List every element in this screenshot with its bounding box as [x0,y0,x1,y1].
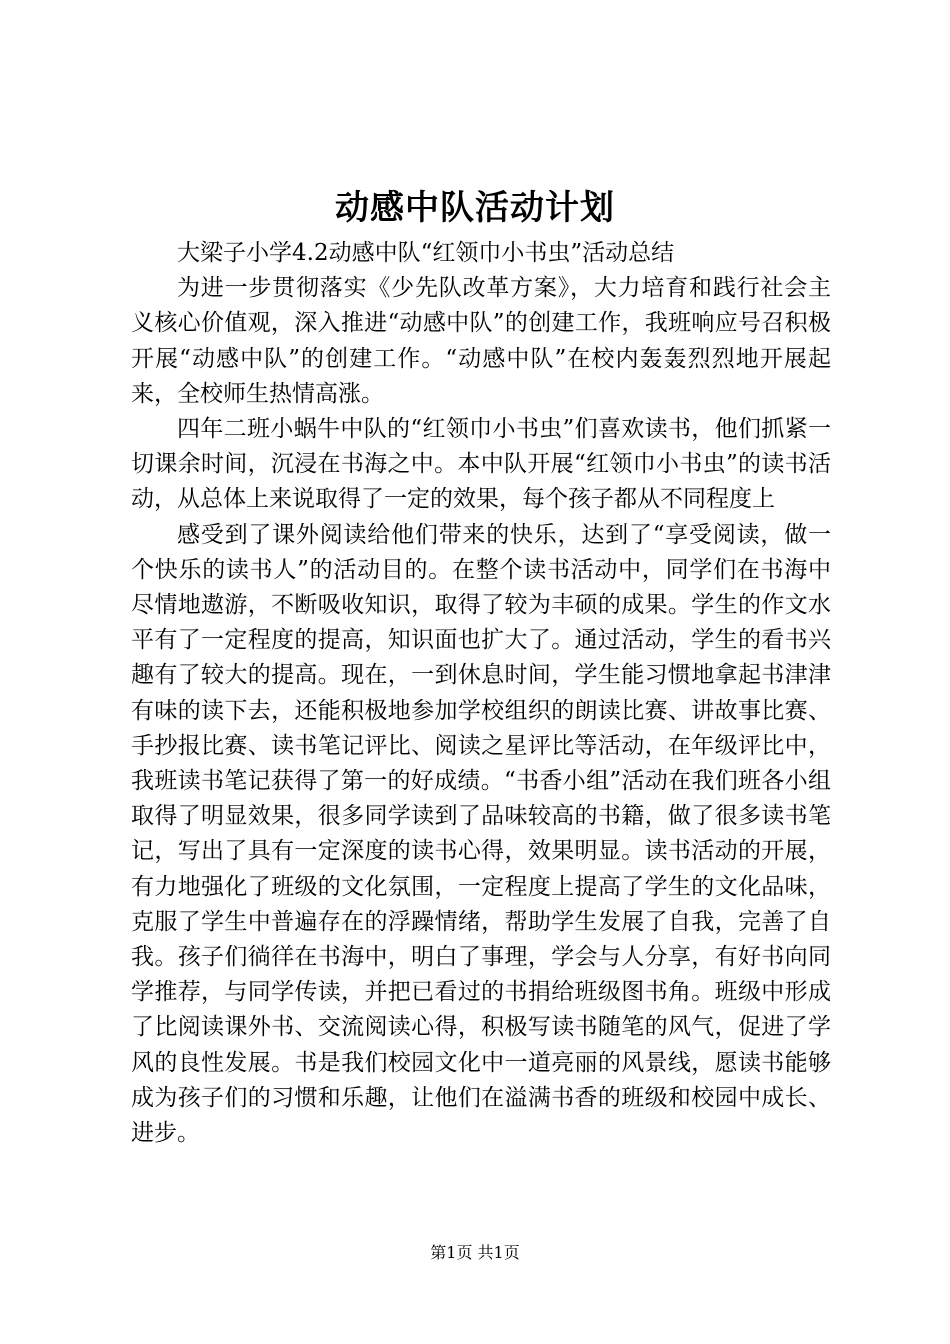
body-paragraph: 为进一步贯彻落实《少先队改革方案》，大力培育和践行社会主义核心价值观，深入推进“动感中队”的创建工作，我班响应号召积极开展“动感中队”的创建工作。“动感中队”在校内轰轰烈烈地开展起来，全校师生热情高涨。 [131,275,831,407]
page-footer: 第1页 共1页 [430,1243,520,1262]
body-paragraph: 四年二班小蜗牛中队的“红领巾小书虫”们喜欢读书，他们抓紧一切课余时间，沉浸在书海之中。本中队开展“红领巾小书虫”的读书活动，从总体上来说取得了一定的效果，每个孩子都从不同程度上 [131,416,831,513]
body-paragraph: 感受到了课外阅读给他们带来的快乐，达到了“享受阅读，做一个快乐的读书人”的活动目的。在整个读书活动中，同学们在书海中尽情地遨游，不断吸收知识，取得了较为丰硕的成果。学生的作文水平有了一定程度的提高，知识面也扩大了。通过活动，学生的看书兴趣有了较大的提高。现在，一到休息时间，学生能习惯地拿起书津津有味的读下去，还能积极地参加学校组织的朗读比赛、讲故事比赛、手抄报比赛、读书笔记评比、阅读之星评比等活动，在年级评比中，我班读书笔记获得了第一的好成绩。“书香小组”活动在我们班各小组取得了明显效果，很多同学读到了品味较高的书籍，做了很多读书笔记，写出了具有一定深度的读书心得，效果明显。读书活动的开展，有力地强化了班级的文化氛围，一定程度上提高了学生的文化品味，克服了学生中普遍存在的浮躁情绪，帮助学生发展了自我，完善了自我。孩子们徜徉在书海中，明白了事理，学会与人分享，有好书向同学推荐，与同学传读，并把已看过的书捐给班级图书角。班级中形成了比阅读课外书、交流阅读心得，积极写读书随笔的风气，促进了学风的良性发展。书是我们校园文化中一道亮丽的风景线，愿读书能够成为孩子们的习惯和乐趣，让他们在溢满书香的班级和校园中成长、进步。 [131,521,831,1147]
subtitle-paragraph: 大梁子小学4.2动感中队“红领巾小书虫”活动总结 [177,240,675,266]
document-title: 动感中队活动计划 [335,188,615,228]
document-body [131,236,831,1151]
